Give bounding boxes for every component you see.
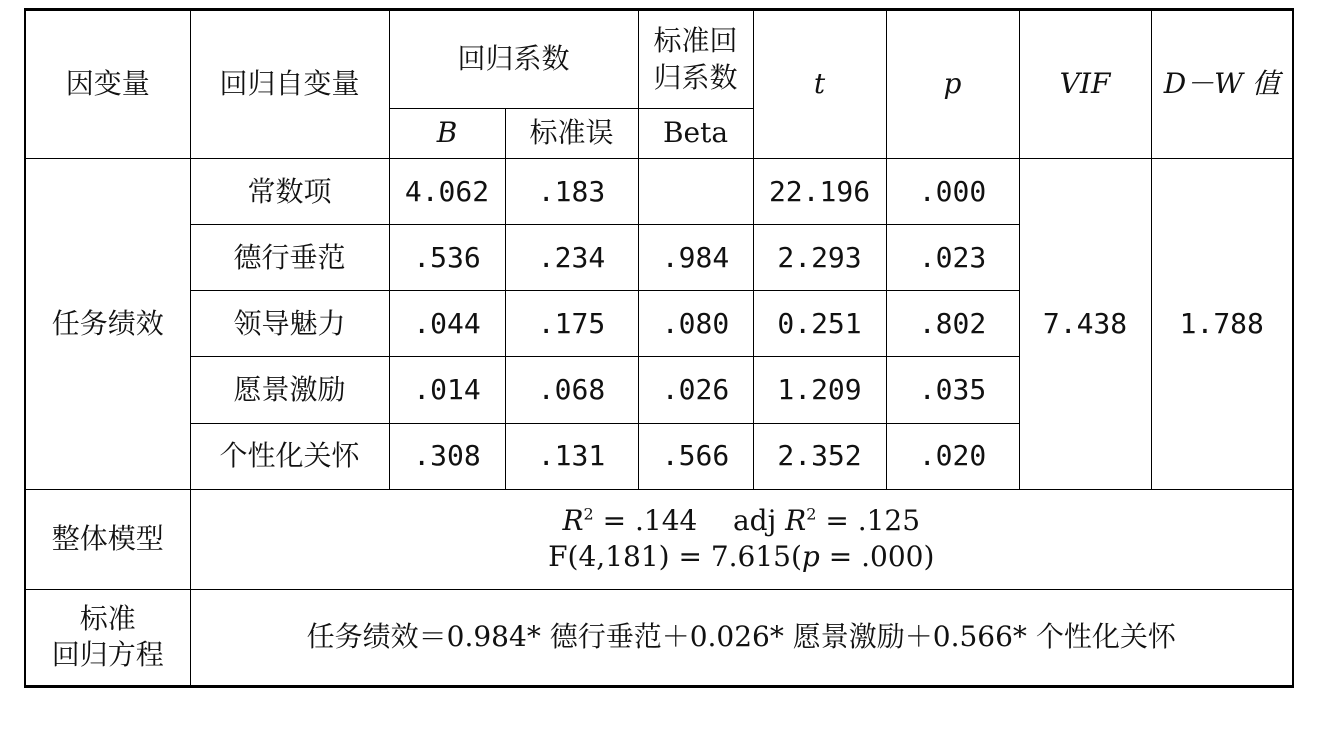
header-independent-variable: 回归自变量: [190, 10, 389, 159]
coef-beta: .566: [638, 423, 753, 489]
vif-value: 7.438: [1019, 159, 1151, 489]
t-value: 2.352: [753, 423, 886, 489]
predictor-name: 领导魅力: [190, 291, 389, 357]
t-value: 22.196: [753, 159, 886, 225]
coef-b: .308: [389, 423, 505, 489]
header-p: p: [886, 10, 1019, 159]
coef-b: .044: [389, 291, 505, 357]
header-standard-error: 标准误: [505, 109, 638, 159]
t-value: 1.209: [753, 357, 886, 423]
coef-b: .536: [389, 225, 505, 291]
f-statistic: F(4,181) = 7.615(: [548, 540, 802, 574]
p-value: .802: [886, 291, 1019, 357]
coef-se: .131: [505, 423, 638, 489]
f-p-value: = .000): [819, 540, 935, 574]
header-standardized-coefficient-line2: 归系数: [653, 60, 738, 94]
f-p-symbol: p: [801, 540, 820, 574]
r-symbol: R: [562, 503, 584, 537]
coef-se: .175: [505, 291, 638, 357]
adj-r-symbol: R: [785, 503, 807, 537]
p-value: .023: [886, 225, 1019, 291]
model-label: 整体模型: [25, 489, 190, 589]
predictor-name: 个性化关怀: [190, 423, 389, 489]
p-value: .020: [886, 423, 1019, 489]
header-beta: Beta: [638, 109, 753, 159]
durbin-watson-value: 1.788: [1151, 159, 1293, 489]
regression-equation: 任务绩效＝0.984* 德行垂范＋0.026* 愿景激励＋0.566* 个性化关怀: [190, 589, 1293, 686]
coef-beta: .026: [638, 357, 753, 423]
t-value: 0.251: [753, 291, 886, 357]
header-regression-coefficient: 回归系数: [389, 10, 638, 109]
header-standardized-coefficient-line1: 标准回: [653, 24, 738, 58]
p-value: .035: [886, 357, 1019, 423]
f-statistic-line: [191, 539, 1293, 575]
header-standardized-coefficient: [638, 10, 753, 109]
coef-beta: .984: [638, 225, 753, 291]
regression-table: [24, 8, 1294, 688]
coef-se: .234: [505, 225, 638, 291]
coef-se: .068: [505, 357, 638, 423]
coef-se: .183: [505, 159, 638, 225]
p-value: .000: [886, 159, 1019, 225]
adj-r-squared-value: = .125: [816, 503, 921, 537]
equation-label-line1: 标准: [79, 602, 136, 636]
t-value: 2.293: [753, 225, 886, 291]
model-statistics: [190, 489, 1293, 589]
equation-label: [25, 589, 190, 686]
coef-beta: [638, 159, 753, 225]
dependent-variable-cell: 任务绩效: [25, 159, 190, 489]
header-b: B: [389, 109, 505, 159]
predictor-name: 愿景激励: [190, 357, 389, 423]
adj-label: adj: [732, 503, 777, 537]
r-squared-line: $R^2 = .144$ adj $R^2 = .125$: [562, 503, 921, 537]
r-squared-value: = .144: [593, 503, 698, 537]
table-row: [25, 159, 1293, 225]
header-t: t: [753, 10, 886, 159]
coef-b: 4.062: [389, 159, 505, 225]
header-vif: VIF: [1019, 10, 1151, 159]
equation-label-line2: 回归方程: [51, 638, 164, 672]
header-durbin-watson: D－W 值: [1151, 10, 1293, 159]
equation-row: [25, 589, 1293, 686]
model-summary-row: [25, 489, 1293, 589]
predictor-name: 常数项: [190, 159, 389, 225]
coef-b: .014: [389, 357, 505, 423]
predictor-name: 德行垂范: [190, 225, 389, 291]
coef-beta: .080: [638, 291, 753, 357]
header-dependent-variable: 因变量: [25, 10, 190, 159]
